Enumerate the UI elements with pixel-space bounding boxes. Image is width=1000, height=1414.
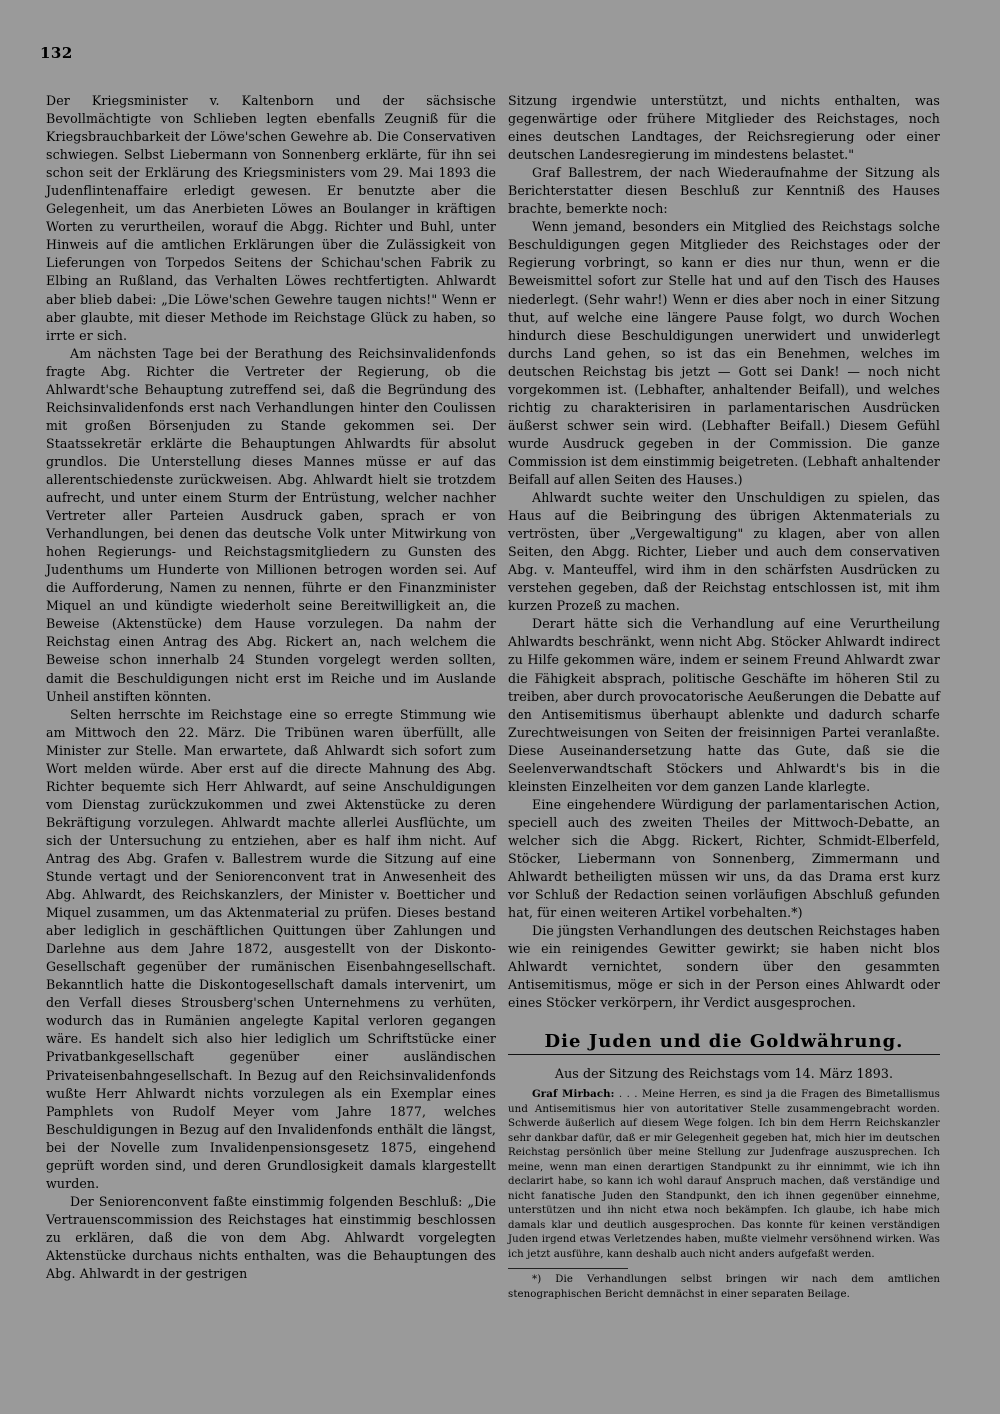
- paragraph: Derart hätte sich die Verhandlung auf eine Verurtheilung Ahlwardts beschränkt, wenn nicht Abg. Stöcker Ahlwardt indirect zu Hilfe gekommen wäre, indem er seinem Freund Ahlwardt zwar die Fähigkeit absprach, politische Geschäfte im höheren Stil zu treiben, aber durch provocatorische Aeußerungen die Debatte auf den Antisemitismus überhaupt ablenkte und dadurch scharfe Zurechtweisungen von Seiten der freisinnigen Partei veranlaßte. Diese Auseinandersetzung hatte das Gute, daß sie die Seelenverwandtschaft Stöckers und Ahlwardt's bis in die kleinsten Einzelheiten vor dem ganzen Lande klarlegte.: [508, 616, 940, 794]
- speech-excerpt: [508, 1087, 940, 1262]
- paragraph: Sitzung irgendwie unterstützt, und nichts enthalten, was gegenwärtige oder frühere Mitglieder des Reichstages, noch eines deutschen Landtages, der Reichsregierung oder einer deutschen Landesregierung im mindestens belastet.": [508, 93, 940, 163]
- speaker-name: Graf Mirbach:: [532, 1088, 615, 1101]
- footnote-divider: [508, 1268, 628, 1269]
- right-column: [508, 92, 940, 1302]
- paragraph: Der Kriegsminister v. Kaltenborn und der sächsische Bevollmächtigte von Schlieben legten ebenfalls Zeugniß für die Kriegsbrauchbarkeit der Löwe'schen Gewehre ab. Die Conservativen schwiegen. Selbst Liebermann von Sonnenberg erklärte, für ihn sei schon seit der Erklärung des Kriegsministers vom 29. Mai 1893 die Judenflintenaffaire erledigt gewesen. Er benutzte aber die Gelegenheit, um das Anerbieten Löwes an Boulanger in kräftigen Worten zu verurtheilen, worauf die Abgg. Richter und Buhl, unter Hinweis auf die amtlichen Erklärungen über die Zulässigkeit von Lieferungen von Torpedos Seitens der Schichau'schen Fabrik zu Elbing an Rußland, das Verhalten Löwes rechtfertigten. Ahlwardt aber blieb dabei: „Die Löwe'schen Gewehre taugen nichts!" Wenn er aber glaubte, mit dieser Methode im Reichstage Glück zu haben, so irrte er sich.: [46, 93, 496, 343]
- paragraph: Die jüngsten Verhandlungen des deutschen Reichstages haben wie ein reinigendes Gewitter gewirkt; sie haben nicht blos Ahlwardt vernichtet, sondern über den gesammten Antisemitismus, möge er sich in der Person eines Ahlwardt oder eines Stöcker verkörpern, ihr Verdict ausgesprochen.: [508, 923, 940, 1011]
- left-column: [46, 92, 496, 1283]
- speech-text: . . . Meine Herren, es sind ja die Fragen des Bimetallismus und Antisemitismus hier von autoritativer Stelle zusammengebracht worden. Schwerde äußerlich auf diesem Wege folgen. Ich bin dem Herrn Reichskanzler sehr dankbar dafür, daß er mir Gelegenheit gegeben hat, mich hier im deutschen Reichstag persönlich über meine Stellung zur Judenfrage auszusprechen. Ich meine, wenn man einen derartigen Standpunkt zu ihr einnimmt, wie ich ihn declarirt habe, so kann ich wohl darauf Anspruch machen, daß verständige und nicht fanatische Juden den Standpunkt, den ich ihnen gegenüber einnehme, unterstützen und ihn nicht etwa noch bekämpfen. Ich glaube, ich habe mich damals klar und deutlich ausgesprochen. Das konnte für keinen verständigen Juden irgend etwas Verletzendes haben, mußte vielmehr versöhnend wirken. Was ich jetzt ausführe, kann deshalb auch nicht anders aufgefaßt werden.: [508, 1089, 940, 1260]
- paragraph: Am nächsten Tage bei der Berathung des Reichsinvalidenfonds fragte Abg. Richter die Vertreter der Regierung, ob die Ahlwardt'sche Behauptung zutreffend sei, daß die Begründung des Reichsinvalidenfonds erst nach Verhandlungen hinter den Coulissen mit großen Börsenjuden zu Stande gekommen sei. Der Staatssekretär erklärte die Behauptungen Ahlwardts für absolut grundlos. Die Unterstellung dieses Mannes müsse er auf das allerentschiedenste zurückweisen. Abg. Ahlwardt hielt sie trotzdem aufrecht, und unter einem Sturm der Entrüstung, welcher nachher Vertreter aller Parteien Ausdruck gaben, sprach er von Verhandlungen, bei denen das deutsche Volk unter Mitwirkung von hohen Regierungs- und Reichstagsmitgliedern zu Gunsten des Judenthums um Hunderte von Millionen betrogen worden sei. Auf die Aufforderung, Namen zu nennen, führte er den Finanzminister Miquel an und kündigte wiederholt seine Bereitwilligkeit an, die Beweise (Aktenstücke) dem Hause vorzulegen. Da nahm der Reichstag einen Antrag des Abg. Rickert an, nach welchem die Beweise schon innerhalb 24 Stunden vorgelegt werden sollten, damit die Beschuldigungen nicht erst im Reiche und im Auslande Unheil anstiften könnten.: [46, 345, 496, 704]
- footnote: *) Die Verhandlungen selbst bringen wir nach dem amtlichen stenographischen Bericht demnächst in einer separaten Beilage.: [508, 1274, 940, 1300]
- page-number: 132: [40, 44, 73, 62]
- section-subtitle: Aus der Sitzung des Reichstags vom 14. März 1893.: [554, 1066, 894, 1082]
- paragraph: Selten herrschte im Reichstage eine so erregte Stimmung wie am Mittwoch den 22. März. Die Tribünen waren überfüllt, alle Minister zur Stelle. Man erwartete, daß Ahlwardt sich sofort zum Wort melden würde. Aber erst auf die directe Mahnung des Abg. Richter bequemte sich Herr Ahlwardt, auf seine Anschuldigungen vom Dienstag zurückzukommen und zwei Aktenstücke zu deren Bekräftigung vorzulegen. Ahlwardt machte allerlei Ausflüchte, um sich der Untersuchung zu entziehen, aber es half ihm nicht. Auf Antrag des Abg. Grafen v. Ballestrem wurde die Sitzung auf eine Stunde vertagt und der Seniorenconvent trat in Anwesenheit des Abg. Ahlwardt, des Reichskanzlers, der Minister v. Boetticher und Miquel zusammen, um das Aktenmaterial zu prüfen. Dieses bestand aber lediglich in geschäftlichen Quittungen über Zahlungen und Darlehne aus dem Jahre 1872, ausgestellt von der Diskonto-Gesellschaft gegenüber der rumänischen Eisenbahngesellschaft. Bekanntlich hatte die Diskontogesellschaft damals intervenirt, um den Verfall dieses Strousberg'schen Unternehmens zu verhüten, wodurch das in Rumänien angelegte Kapital verloren gegangen wäre. Es handelt sich also hier lediglich um Schriftstücke einer Privatbankgesellschaft gegenüber einer ausländischen Privateisenbahngesellschaft. In Bezug auf den Reichsinvalidenfonds wußte Herr Ahlwardt nichts vorzulegen als ein Exemplar eines Pamphlets von Rudolf Meyer vom Jahre 1877, welches Beschuldigungen in Bezug auf den Invalidenfonds enthält die längst, bei der Novelle zum Invalidenpensionsgesetz 1875, eingehend geprüft worden sind, und deren Grundlosigkeit damals klargestellt wurden.: [46, 706, 496, 1191]
- paragraph: Wenn jemand, besonders ein Mitglied des Reichstags solche Beschuldigungen gegen Mitglieder des Reichstages oder der Regierung vorbringt, so kann er dies nur thun, wenn er die Beweismittel sofort zur Stelle hat und auf den Tisch des Hauses niederlegt. (Sehr wahr!) Wenn er dies aber noch in einer Sitzung thut, auf welche eine längere Pause folgt, wo durch Wochen hindurch diese Beschuldigungen unerwidert und unwiderlegt durchs Land gehen, so ist das ein Benehmen, welches im deutschen Reichstag bis jetzt — Gott sei Dank! — noch nicht vorgekommen ist. (Lebhafter, anhaltender Beifall), und welches richtig zu charakterisiren in parlamentarischen Ausdrücken äußerst schwer sein wird. (Lebhafter Beifall.) Diesem Gefühl wurde Ausdruck gegeben in der Commission. Die ganze Commission ist dem einstimmig beigetreten. (Lebhaft anhaltender Beifall auf allen Seiten des Hauses.): [508, 219, 940, 487]
- paragraph: Der Seniorenconvent faßte einstimmig folgenden Beschluß: „Die Vertrauenscommission des Reichstages hat einstimmig beschlossen zu erklären, daß die von dem Abg. Ahlwardt vorgelegten Aktenstücke durchaus nichts enthalten, was die Behauptungen des Abg. Ahlwardt in der gestrigen: [46, 1193, 496, 1282]
- section-divider: [508, 1054, 940, 1055]
- paragraph: Ahlwardt suchte weiter den Unschuldigen zu spielen, das Haus auf die Beibringung des übrigen Aktenmaterials zu vertrösten, über „Vergewaltigung" zu klagen, aber von allen Seiten, den Abgg. Richter, Lieber und auch dem conservativen Abg. v. Manteuffel, wird ihm in den schärfsten Ausdrücken zu verstehen gegeben, daß der Reichstag entschlossen ist, mit ihm kurzen Prozeß zu machen.: [508, 490, 940, 614]
- section-title: Die Juden und die Goldwährung.: [544, 1031, 904, 1053]
- paragraph: Eine eingehendere Würdigung der parlamentarischen Action, speciell auch des zweiten Theiles der Mittwoch-Debatte, an welcher sich die Abgg. Rickert, Richter, Schmidt-Elberfeld, Stöcker, Liebermann von Sonnenberg, Zimmermann und Ahlwardt betheiligten müssen wir uns, da das Drama erst kurz vor Schluß der Redaction seinen vorläufigen Abschluß gefunden hat, für einen weiteren Artikel vorbehalten.*): [508, 796, 940, 921]
- paragraph: Graf Ballestrem, der nach Wiederaufnahme der Sitzung als Berichterstatter diesen Beschluß zur Kenntniß des Hauses brachte, bemerkte noch:: [508, 165, 940, 217]
